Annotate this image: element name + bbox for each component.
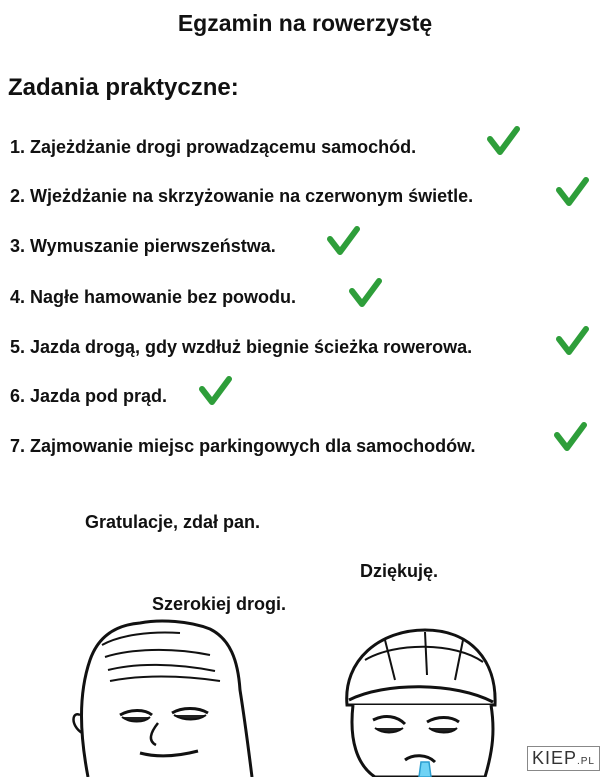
task-item-1: 1. Zajeżdżanie drogi prowadzącemu samochód. (10, 137, 417, 157)
examiner-speech-congratulations: Gratulacje, zdał pan. (85, 512, 261, 532)
task-item-4: 4. Nagłe hamowanie bez powodu. (10, 287, 297, 307)
task-item-3: 3. Wymuszanie pierwszeństwa. (10, 236, 276, 256)
page-title: Egzamin na rowerzystę (177, 10, 433, 36)
checkmark-icon (486, 124, 520, 158)
section-heading: Zadania praktyczne: (8, 74, 239, 101)
cyclist-speech-thanks: Dziękuję. (360, 561, 439, 581)
checkmark-icon (555, 175, 589, 209)
checkmark-icon (555, 324, 589, 358)
checkmark-icon (326, 224, 360, 258)
examiner-speech-farewell: Szerokiej drogi. (152, 594, 287, 614)
task-item-2: 2. Wjeżdżanie na skrzyżowanie na czerwonym świetle. (10, 186, 474, 206)
checkmark-icon (553, 420, 587, 454)
checkmark-icon (198, 374, 232, 408)
examiner-face-drawing (60, 615, 260, 777)
checkmark-icon (348, 276, 382, 310)
cyclist-face-drawing (335, 620, 510, 777)
task-item-6: 6. Jazda pod prąd. (10, 386, 168, 406)
task-item-5: 5. Jazda drogą, gdy wzdłuż biegnie ścieżka rowerowa. (10, 337, 473, 357)
task-item-7: 7. Zajmowanie miejsc parkingowych dla samochodów. (10, 436, 476, 456)
watermark-logo: KIEP.PL (527, 746, 600, 771)
